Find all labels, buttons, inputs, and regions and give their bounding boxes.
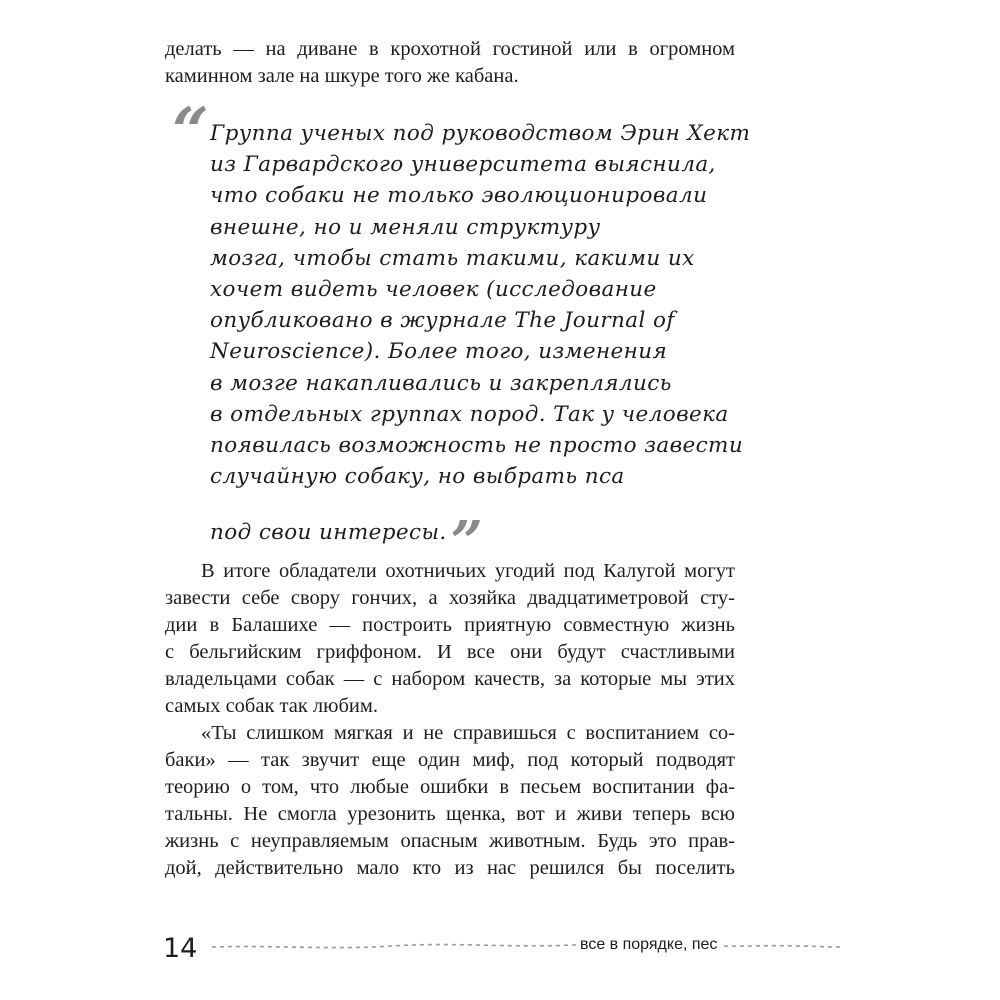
text-line: завести себе свору гончих, а хозяйка двадцатиметровой сту- (165, 587, 735, 609)
text-line: каминном зале на шкуре того же кабана. (165, 65, 519, 87)
text-line: с бельгийским гриффоном. И все они будут счастливыми (165, 641, 735, 663)
paragraph-2 (165, 558, 735, 720)
quote-line: опубликовано в журнале The Journal of (210, 308, 675, 334)
quote-line: из Гарвардского университета выяснила, (210, 152, 716, 178)
quote-line: внешне, но и меняли структуру (210, 214, 601, 240)
quote-line: случайную собаку, но выбрать пса (210, 464, 625, 490)
footer-wavy-dotted-line (212, 935, 842, 955)
quote-line: Neuroscience). Более того, изменения (210, 339, 668, 365)
quote-line: появилась возможность не просто завести (210, 433, 744, 459)
quote-line: в отдельных группах пород. Так у человека (210, 401, 729, 427)
text-line: «Ты слишком мягкая и не справишься с воспитанием со- (201, 722, 735, 744)
paragraph-3 (165, 720, 735, 882)
text-line: баки» — так звучит еще один миф, под который подводят (165, 749, 735, 771)
text-line: делать — на диване в крохотной гостиной или в огромном (165, 38, 735, 60)
top-paragraph (165, 36, 735, 90)
quote-line: мозга, чтобы стать такими, какими их (210, 245, 695, 271)
running-title: все в порядке, пес (576, 936, 721, 954)
text-line: самых собак так любим. (165, 695, 378, 717)
page-number: 14 (163, 933, 198, 964)
text-line: теорию о том, что любые ошибки в песьем воспитании фа- (165, 776, 735, 798)
text-line: владельцами собак — с набором качеств, за которые мы этих (165, 668, 735, 690)
text-line: жизнь с неуправляемым опасным животным. Будь это прав- (165, 830, 735, 852)
close-quote-mark: ” (450, 509, 484, 576)
text-line: дой, действительно мало кто из нас решился бы поселить (165, 857, 735, 879)
text-line: В итоге обладатели охотничьих угодий под Калугой могут (201, 560, 735, 582)
quote-line: Группа ученых под руководством Эрин Хект (210, 121, 751, 146)
text-line: тальны. Не смогла урезонить щенка, вот и живи теперь всю (165, 803, 735, 825)
quote-line: хочет видеть человек (исследование (210, 277, 657, 303)
quote-last-line-text: под свои интересы. (210, 520, 447, 546)
quote-line: что собаки не только эволюционировали (210, 183, 708, 209)
quote-line: в мозге накапливались и закреплялись (210, 370, 672, 396)
open-quote-mark: “ (172, 94, 209, 169)
text-line: дии в Балашихе — построить приятную совместную жизнь (165, 614, 735, 636)
